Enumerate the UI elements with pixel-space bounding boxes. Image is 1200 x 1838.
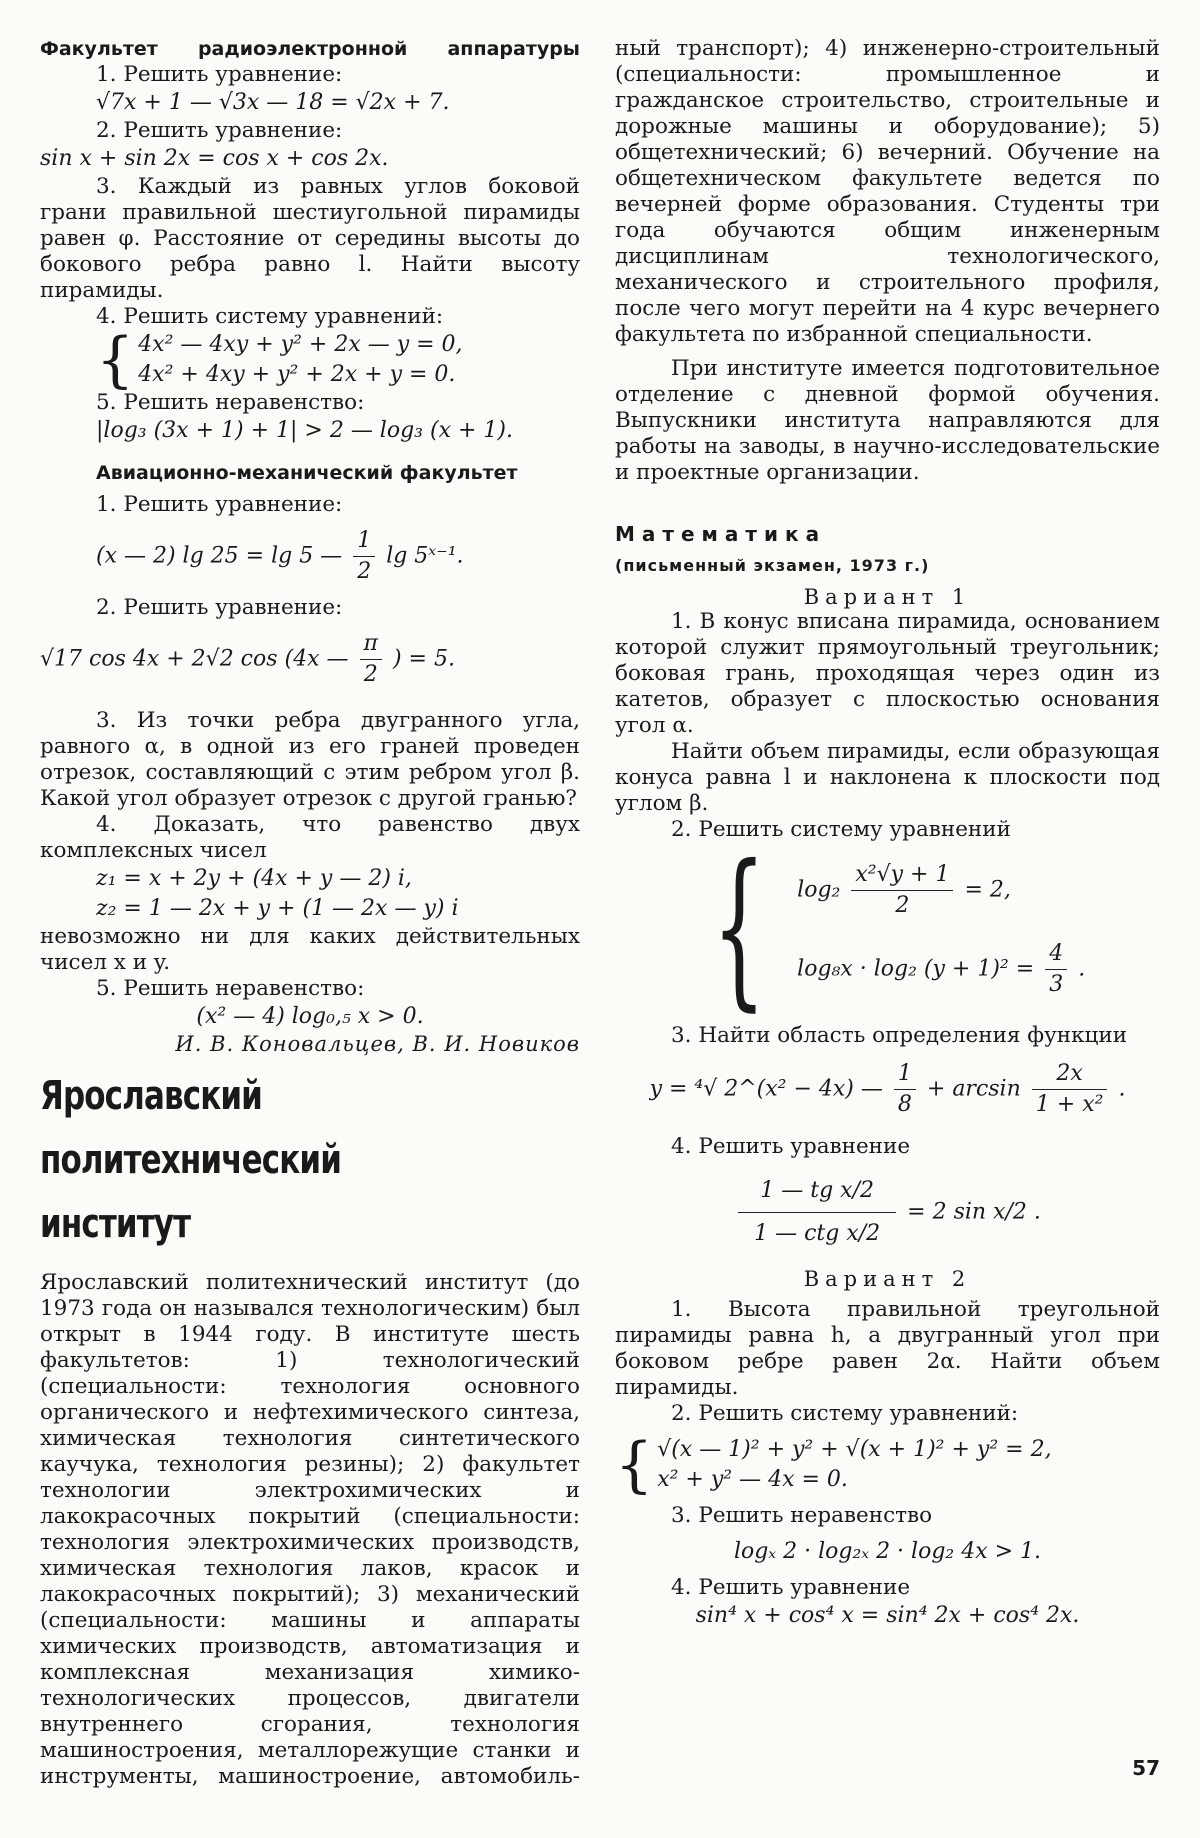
problem-label: 4. Решить уравнение bbox=[671, 1575, 911, 1600]
equation: logₓ 2 · log₂ₓ 2 · log₂ 4x > 1. bbox=[733, 1539, 1042, 1564]
denominator: 2 bbox=[357, 559, 372, 584]
equation bbox=[40, 526, 580, 587]
fraction bbox=[738, 1176, 896, 1249]
brace-symbol: { bbox=[712, 829, 767, 1027]
title-line: политехнический bbox=[40, 1137, 342, 1183]
numerator: 1 bbox=[353, 526, 375, 557]
problem-text: 3. Из точки ребра двугранного угла, равного α, в одной из его граней проведен отрезок, составляющий с этим ребром угол β. Какой угол образует отрезок с другой гранью? bbox=[40, 708, 580, 811]
institute-title bbox=[40, 1064, 504, 1256]
equation: sin x + sin 2x = cos x + cos 2x. bbox=[40, 146, 389, 171]
numerator: 4 bbox=[1045, 939, 1067, 970]
institute-description-continued: ный транспорт); 4) инженерно-строительный (специальности: промышленное и гражданское строительство, строительные и дорожные машины и оборудование); 5) общетехнический; 6) вечерний. Обучение на общетехническом факультете ведется по вечерней форме образования. Студенты три года обучаются общим инженерным дисциплинам технологического, механического и строительного профиля, после чего могут перейти на 4 курс вечернего факультета по избранной специальности. bbox=[615, 36, 1160, 347]
equation bbox=[797, 860, 1085, 921]
equation-part: lg 5ˣ⁻¹. bbox=[386, 543, 464, 569]
equation-part: ) = 5. bbox=[392, 646, 455, 672]
fraction bbox=[894, 1059, 916, 1120]
fraction bbox=[1045, 939, 1067, 1000]
problem-label: 1. Решить уравнение: bbox=[96, 492, 343, 517]
problem-text: 1. Высота правильной треугольной пирамиды равна h, а двугранный угол при боковом ребре равен 2α. Найти объем пирамиды. bbox=[615, 1297, 1160, 1400]
equation-system bbox=[40, 325, 580, 395]
variant-title: Вариант 1 bbox=[803, 585, 972, 609]
denominator: 1 — ctg x/2 bbox=[754, 1221, 881, 1246]
denominator: 2 bbox=[895, 893, 910, 918]
problem-label: 2. Решить систему уравнений: bbox=[671, 1401, 1019, 1426]
denominator: 8 bbox=[897, 1092, 912, 1117]
equation bbox=[615, 1176, 1160, 1249]
problem-text: 3. Каждый из равных углов боковой грани правильной шестиугольной пирамиды равен φ. Расстояние от середины высоты до бокового ребра равно l. Найти высоту пирамиды. bbox=[40, 174, 580, 303]
equation-part: log₂ bbox=[797, 877, 841, 903]
numerator: x²√y + 1 bbox=[851, 860, 953, 891]
fraction bbox=[353, 526, 375, 587]
problem-label: 3. Найти область определения функции bbox=[671, 1023, 1128, 1048]
equation-system bbox=[615, 1430, 1160, 1500]
equation bbox=[797, 939, 1085, 1000]
numerator: 1 — tg x/2 bbox=[738, 1176, 896, 1213]
right-column bbox=[615, 36, 1160, 1631]
institute-description: Ярославский политехнический институт (до 1973 года он назывался технологическим) был открыт в 1944 году. В институте шесть факультетов: 1) технологический (специальности: технология основного органического и нефтехимического синтеза, химическая технология синтетического каучука, технология резины); 2) факультет технологии электрохимических и лакокрасочных покрытий (специальности: технология электрохимических производств, химическая технология лаков, красок и лакокрасочных покрытий); 3) механический (специальности: машины и аппараты химических производств, автоматизация и комплексная механизация химико-технологических процессов, двигатели внутреннего сгорания, технология машиностроения, металлорежущие станки и инструменты, машиностроение, автомобиль- bbox=[40, 1270, 580, 1789]
equation-part: = 2 sin x/2 . bbox=[907, 1199, 1041, 1225]
section-heading-avia: Авиационно-механический факультет bbox=[96, 462, 518, 484]
problem-label: 2. Решить систему уравнений bbox=[671, 817, 1011, 842]
variant-title: Вариант 2 bbox=[803, 1267, 972, 1291]
problem-label: 5. Решить неравенство: bbox=[96, 390, 365, 415]
problem-label: 2. Решить уравнение: bbox=[96, 118, 343, 143]
equation-part: = 2, bbox=[964, 877, 1011, 903]
fraction bbox=[851, 860, 953, 921]
equation: √7x + 1 — √3x — 18 = √2x + 7. bbox=[96, 90, 450, 115]
math-section-title: Математика bbox=[615, 522, 827, 546]
title-line: Ярославский bbox=[40, 1073, 263, 1119]
problem-text: 1. В конус вписана пирамида, основанием которой служит прямоугольный треугольник; боковая грань, проходящая через один из катетов, образует с плоскостью основания угол α. bbox=[615, 609, 1160, 738]
math-section-subtitle: (письменный экзамен, 1973 г.) bbox=[615, 556, 930, 575]
problem-text: Найти объем пирамиды, если образующая конуса равна l и наклонена к плоскости под углом β. bbox=[615, 739, 1160, 816]
equation: 4x² — 4xy + y² + 2x — y = 0, bbox=[138, 332, 463, 357]
fraction bbox=[1032, 1059, 1108, 1120]
numerator: 1 bbox=[894, 1059, 916, 1090]
problem-label: 5. Решить неравенство: bbox=[96, 976, 365, 1001]
equation: √(x — 1)² + y² + √(x + 1)² + y² = 2, bbox=[657, 1437, 1052, 1462]
denominator: 1 + x² bbox=[1035, 1092, 1104, 1117]
problem-label: 4. Решить систему уравнений: bbox=[96, 304, 444, 329]
equation: |log₃ (3x + 1) + 1| > 2 — log₃ (x + 1). bbox=[96, 418, 513, 443]
equation-part: log₈x · log₂ (y + 1)² = bbox=[797, 956, 1035, 982]
title-line: институт bbox=[40, 1201, 191, 1247]
brace-symbol: { bbox=[615, 1430, 654, 1500]
equation-part: y = ⁴√ 2^(x² − 4x) — bbox=[649, 1076, 883, 1102]
brace-symbol: { bbox=[96, 325, 135, 395]
equation: 4x² + 4xy + y² + 2x + y = 0. bbox=[138, 362, 456, 387]
denominator: 2 bbox=[363, 662, 378, 687]
problem-label: 4. Решить уравнение bbox=[671, 1134, 911, 1159]
equation-part: √17 cos 4x + 2√2 cos (4x — bbox=[40, 646, 349, 672]
numerator: π bbox=[360, 629, 382, 660]
equation: z₁ = x + 2y + (4x + y — 2) i, bbox=[96, 866, 412, 891]
equation bbox=[40, 629, 580, 690]
equation bbox=[615, 1059, 1160, 1120]
numerator: 2x bbox=[1032, 1059, 1108, 1090]
equation-part: . bbox=[1118, 1076, 1126, 1102]
problem-label: 2. Решить уравнение: bbox=[96, 595, 343, 620]
equation-part: (x — 2) lg 25 = lg 5 — bbox=[96, 543, 343, 569]
equation-part: + arcsin bbox=[926, 1076, 1021, 1102]
problem-text: невозможно ни для каких действительных чисел x и y. bbox=[40, 924, 580, 975]
problem-label: 1. Решить уравнение: bbox=[96, 62, 343, 87]
denominator: 3 bbox=[1049, 972, 1064, 997]
left-column bbox=[40, 36, 580, 1790]
author-signature: И. В. Коновальцев, В. И. Новиков bbox=[175, 1032, 580, 1056]
problem-text: 4. Доказать, что равенство двух комплексных чисел bbox=[40, 812, 580, 863]
equation: (x² — 4) log₀,₅ x > 0. bbox=[196, 1004, 424, 1029]
prep-department-text: При институте имеется подготовительное отделение с дневной формой обучения. Выпускники института направляются для работы на заводы, в научно-исследовательские и проектные организации. bbox=[615, 356, 1160, 485]
page-number: 57 bbox=[1132, 1756, 1160, 1780]
fraction bbox=[360, 629, 382, 690]
equation-part: . bbox=[1078, 956, 1086, 982]
equation: x² + y² — 4x = 0. bbox=[657, 1467, 848, 1492]
section-heading-radio: Факультет радиоэлектронной аппаратуры bbox=[40, 38, 580, 60]
equation: z₂ = 1 — 2x + y + (1 — 2x — y) i bbox=[96, 896, 459, 921]
problem-label: 3. Решить неравенство bbox=[671, 1503, 933, 1528]
equation: sin⁴ x + cos⁴ x = sin⁴ 2x + cos⁴ 2x. bbox=[695, 1603, 1080, 1628]
